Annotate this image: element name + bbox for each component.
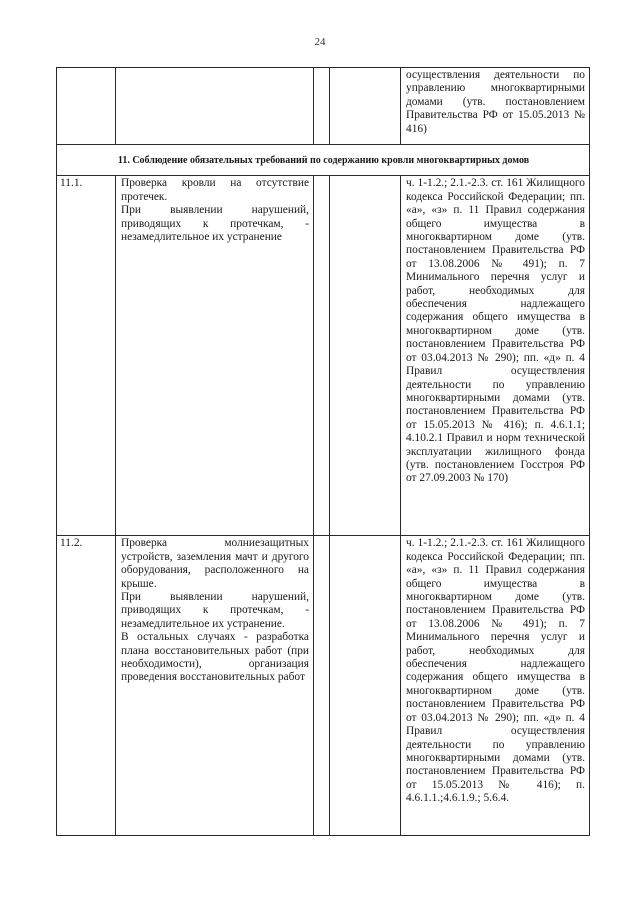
requirements-table: [56, 67, 590, 836]
basis-text: ч. 1-1.2.; 2.1.-2.3. ст. 161 Жилищного кодекса Российской Федерации; пп. «а», «з» п. 11 Правил содержания общего имущества в многоквартирном доме (утв. постановлением Правительства РФ от 13.08.2006 № 491); п. 7 Минимального перечня услуг и работ, необходимых для обеспечения надлежащего содержания общего имущества в многоквартирном доме (утв. постановлением Правительства РФ от 03.04.2013 № 290); пп. «д» п. 4 Правил осуществления деятельности по управлению многоквартирными домами (утв. постановлением Правительства РФ от 15.05.2013 № 416); п. 4.6.1.1; 4.10.2.1 Правил и норм технической эксплуатации жилищного фонда (утв. постановлением Госстроя РФ от 27.09.2003 № 170): [406, 177, 585, 485]
requirement-cell: [116, 536, 314, 836]
cell-empty: [57, 68, 116, 145]
requirement-text: Проверка молниезащитных устройств, заземления мачт и другого оборудования, расположенного на крыше. При выявлении нарушений, приводящих к протечкам, - незамедлительное их устранение. В остальных случаях - разработка плана восстановительных работ (при необходимости), организация проведения восстановительных работ: [121, 537, 309, 684]
cell-empty: [116, 68, 314, 145]
cell-empty: [330, 176, 401, 536]
table-row-continued: [57, 68, 590, 145]
cell-empty: [330, 68, 401, 145]
row-number: 11.2.: [57, 536, 116, 836]
basis-cell: [401, 536, 590, 836]
cell-empty: [314, 68, 330, 145]
section-title: 11. Соблюдение обязательных требований по содержанию кровли многоквартирных домов: [57, 145, 590, 176]
page-number: 24: [314, 36, 326, 48]
basis-text: ч. 1-1.2.; 2.1.-2.3. ст. 161 Жилищного кодекса Российской Федерации; пп. «а», «з» п. 11 Правил содержания общего имущества в многоквартирном доме (утв. постановлением Правительства РФ от 13.08.2006 № 491); п. 7 Минимального перечня услуг и работ, необходимых для обеспечения надлежащего содержания общего имущества в многоквартирном доме (утв. постановлением Правительства РФ от 03.04.2013 № 290); пп. «д» п. 4 Правил осуществления деятельности по управлению многоквартирными домами (утв. постановлением Правительства РФ от 15.05.2013 № 416); п. 4.6.1.1.;4.6.1.9.; 5.6.4.: [406, 537, 585, 805]
table-row-11-1: [57, 176, 590, 536]
basis-cell-continued: [401, 68, 590, 145]
cell-empty: [330, 536, 401, 836]
table-row-11-2: [57, 536, 590, 836]
section-header-row: [57, 145, 590, 176]
basis-text: осуществления деятельности по управлению многоквартирными домами (утв. постановлением Правительства РФ от 15.05.2013 № 416): [406, 69, 585, 135]
row-number: 11.1.: [57, 176, 116, 536]
cell-empty: [314, 536, 330, 836]
basis-cell: [401, 176, 590, 536]
cell-empty: [314, 176, 330, 536]
requirement-text: Проверка кровли на отсутствие протечек. При выявлении нарушений, приводящих к протечкам, - незамедлительное их устранение: [121, 177, 309, 244]
requirement-cell: [116, 176, 314, 536]
